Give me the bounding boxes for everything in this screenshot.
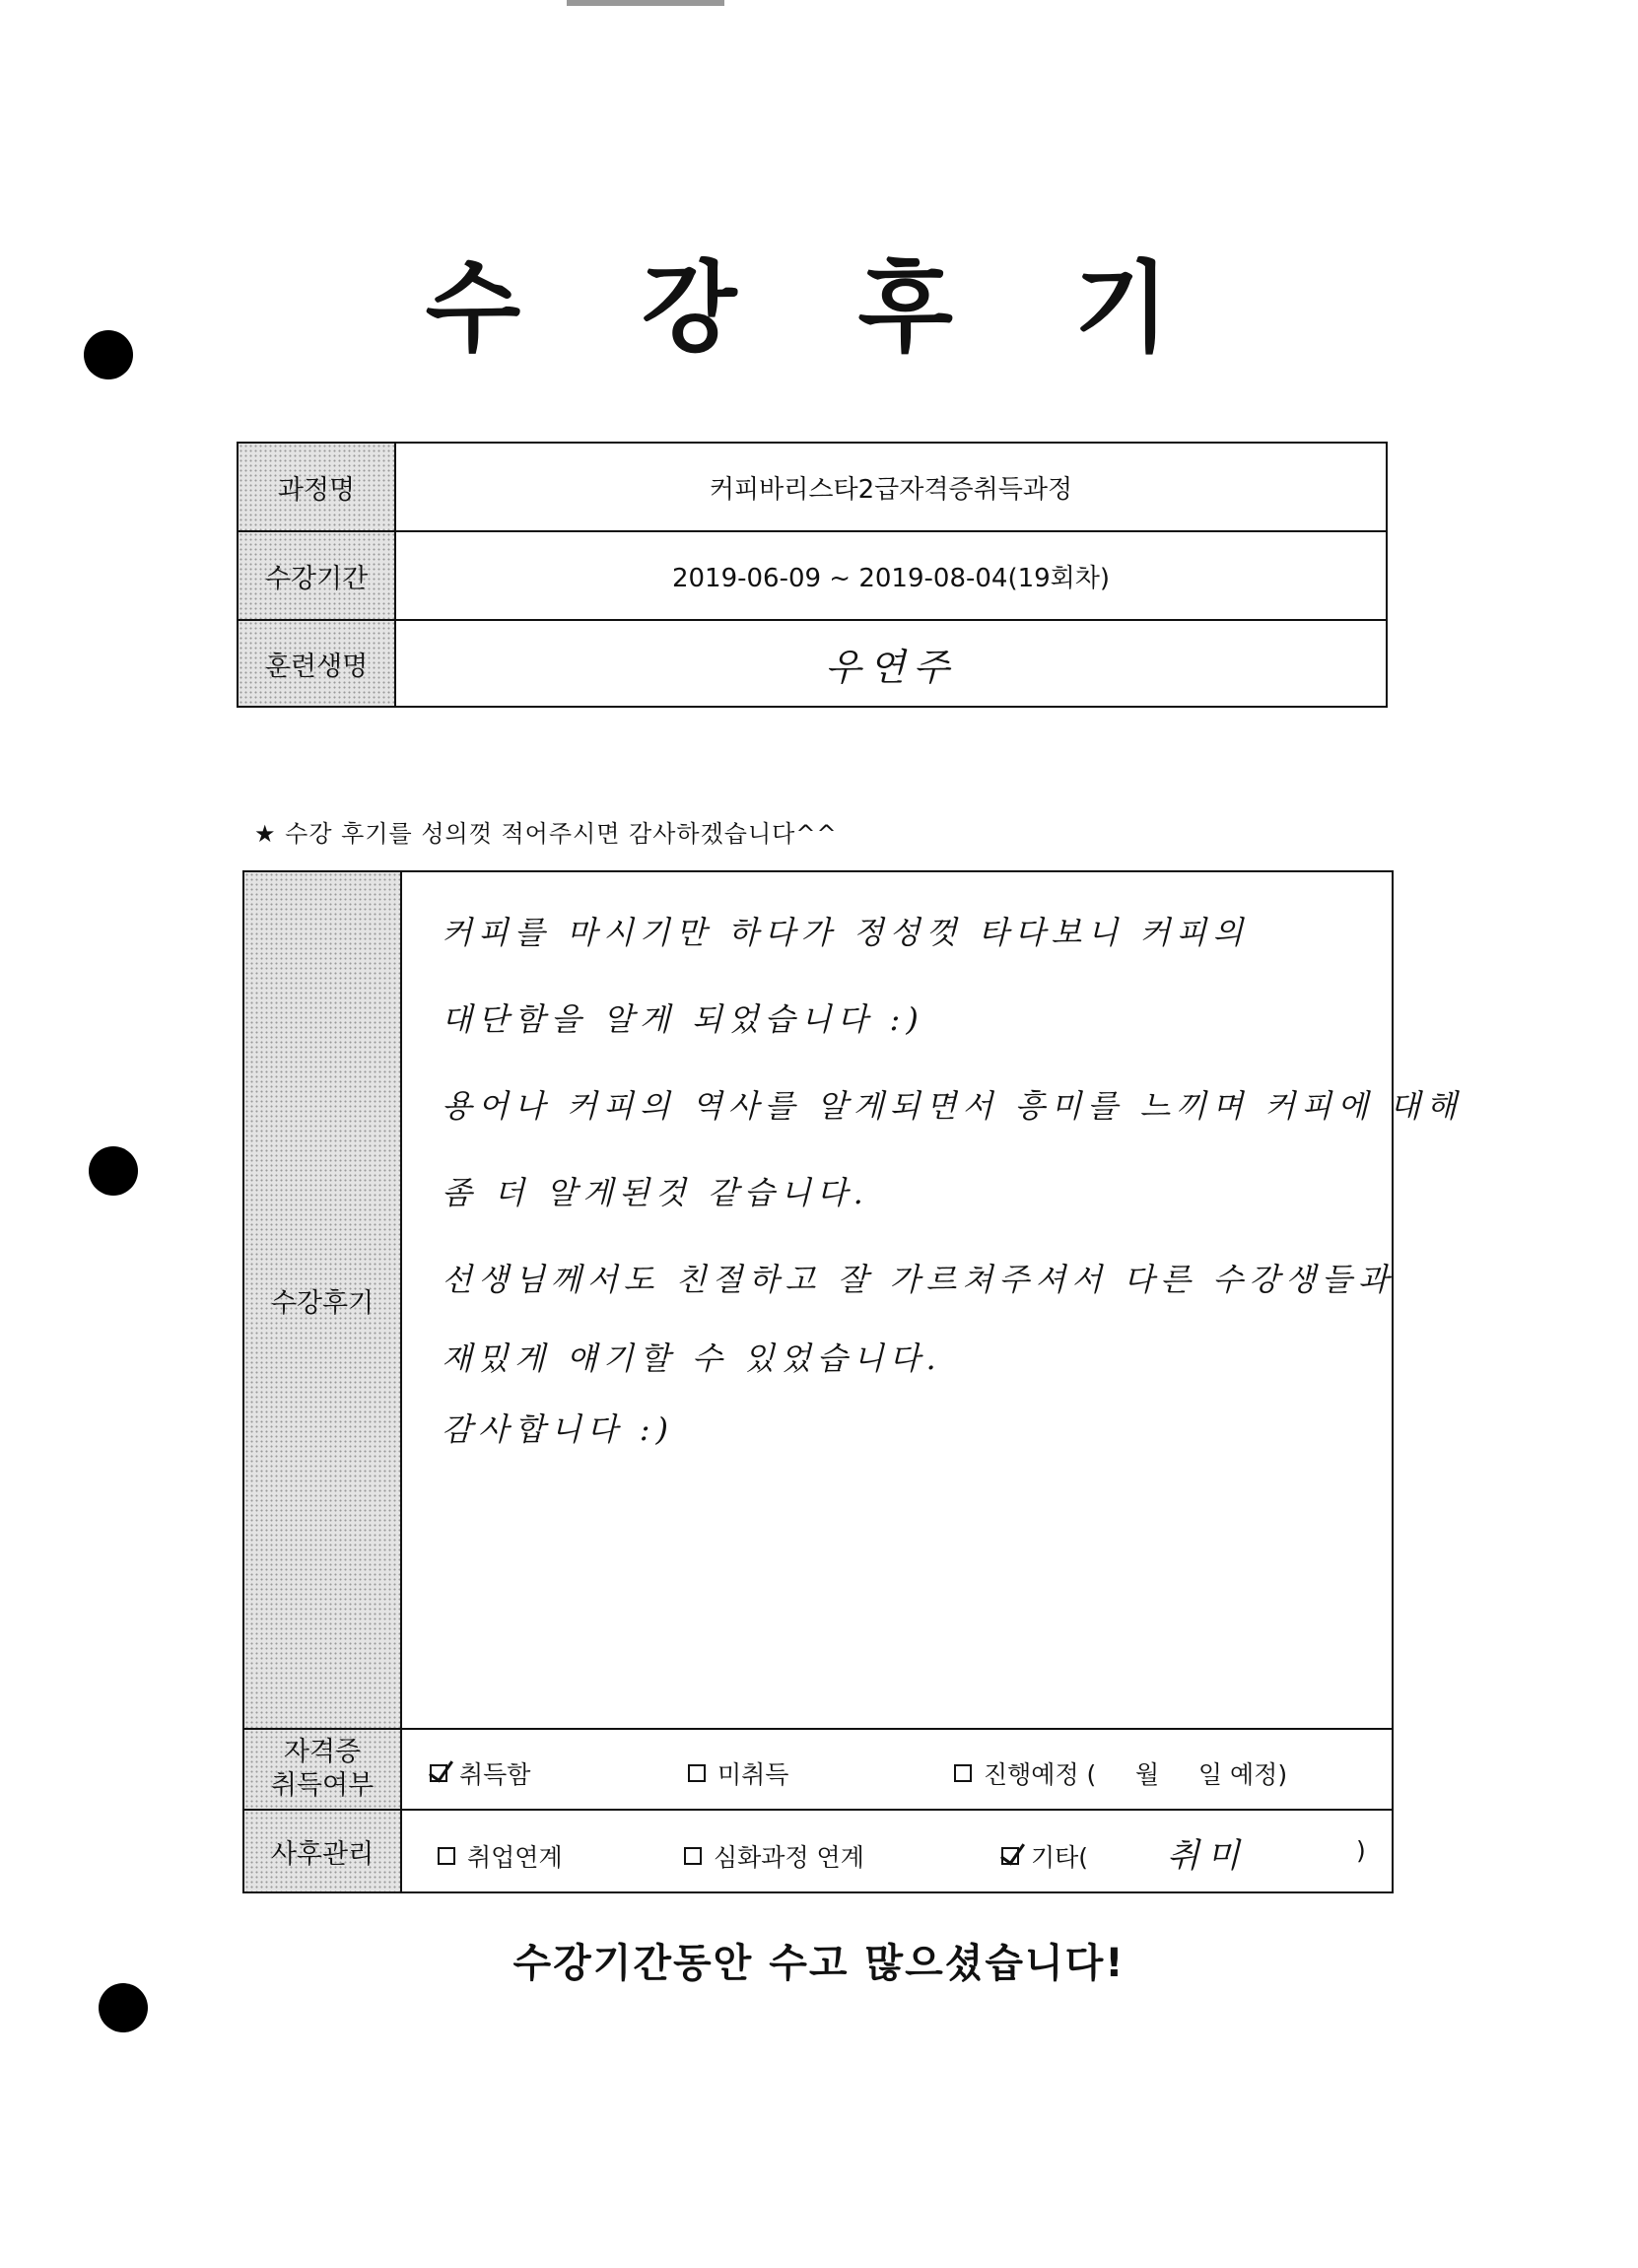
trainee-name-value: 우연주 bbox=[824, 645, 958, 689]
option-not-acquired[interactable]: 미취득 bbox=[688, 1755, 788, 1791]
review-line: 좀 더 알게된것 같습니다. bbox=[442, 1174, 869, 1211]
aftercare-label: 사후관리 bbox=[243, 1810, 401, 1892]
option-scheduled[interactable]: 진행예정 ( 월 일 예정) bbox=[954, 1755, 1287, 1791]
option-acquired[interactable]: 취득함 bbox=[430, 1755, 530, 1791]
option-employment-link[interactable]: 취업연계 bbox=[438, 1838, 563, 1874]
checkbox-icon[interactable] bbox=[954, 1764, 972, 1782]
certification-options bbox=[401, 1729, 1393, 1810]
review-line: 용어나 커피의 역사를 알게되면서 흥미를 느끼며 커피에 대해 bbox=[442, 1087, 1464, 1125]
review-line: 감사합니다 :) bbox=[442, 1410, 674, 1448]
binder-hole-middle bbox=[89, 1146, 138, 1196]
trainee-name-label: 훈련생명 bbox=[238, 620, 395, 707]
review-line: 재밌게 얘기할 수 있었습니다. bbox=[442, 1340, 942, 1377]
checkbox-checked-icon[interactable] bbox=[1001, 1847, 1019, 1865]
scan-mark bbox=[567, 0, 724, 6]
review-label: 수강후기 bbox=[243, 871, 401, 1729]
page-title: 수 강 후 기 bbox=[425, 250, 1213, 366]
review-line: 커피를 마시기만 하다가 정성껏 타다보니 커피의 bbox=[442, 914, 1250, 951]
checkbox-icon[interactable] bbox=[684, 1847, 702, 1865]
review-line: 대단함을 알게 되었습니다 :) bbox=[442, 1000, 924, 1038]
binder-hole-bottom bbox=[99, 1983, 148, 2032]
instruction-note: ★ 수강 후기를 성의껏 적어주시면 감사하겠습니다^^ bbox=[254, 820, 838, 848]
closing-message: 수강기간동안 수고 많으셨습니다! bbox=[512, 1941, 1126, 1986]
certification-label-line2: 취득여부 bbox=[270, 1770, 375, 1801]
review-table bbox=[242, 870, 1464, 1893]
review-line: 선생님께서도 친절하고 잘 가르쳐주셔서 다른 수강생들과 bbox=[442, 1261, 1395, 1298]
course-period-label: 수강기간 bbox=[238, 531, 395, 620]
course-name-label: 과정명 bbox=[238, 443, 395, 531]
course-period-value: 2019-06-09 ~ 2019-08-04(19회차) bbox=[395, 531, 1387, 620]
option-other[interactable]: 기타( bbox=[1001, 1838, 1088, 1874]
course-info-table bbox=[237, 442, 1388, 708]
checkbox-icon[interactable] bbox=[688, 1764, 706, 1782]
certification-label bbox=[243, 1729, 401, 1810]
other-close-paren: ) bbox=[1356, 1836, 1366, 1865]
certification-label-line1: 자격증 bbox=[283, 1737, 362, 1767]
review-content bbox=[401, 871, 1464, 1729]
checkbox-checked-icon[interactable] bbox=[430, 1764, 447, 1782]
checkbox-icon[interactable] bbox=[438, 1847, 455, 1865]
course-name-value: 커피바리스타2급자격증취득과정 bbox=[395, 443, 1387, 531]
option-advanced-course[interactable]: 심화과정 연계 bbox=[684, 1838, 864, 1874]
other-value: 취미 bbox=[1167, 1836, 1248, 1876]
aftercare-options bbox=[401, 1810, 1393, 1892]
